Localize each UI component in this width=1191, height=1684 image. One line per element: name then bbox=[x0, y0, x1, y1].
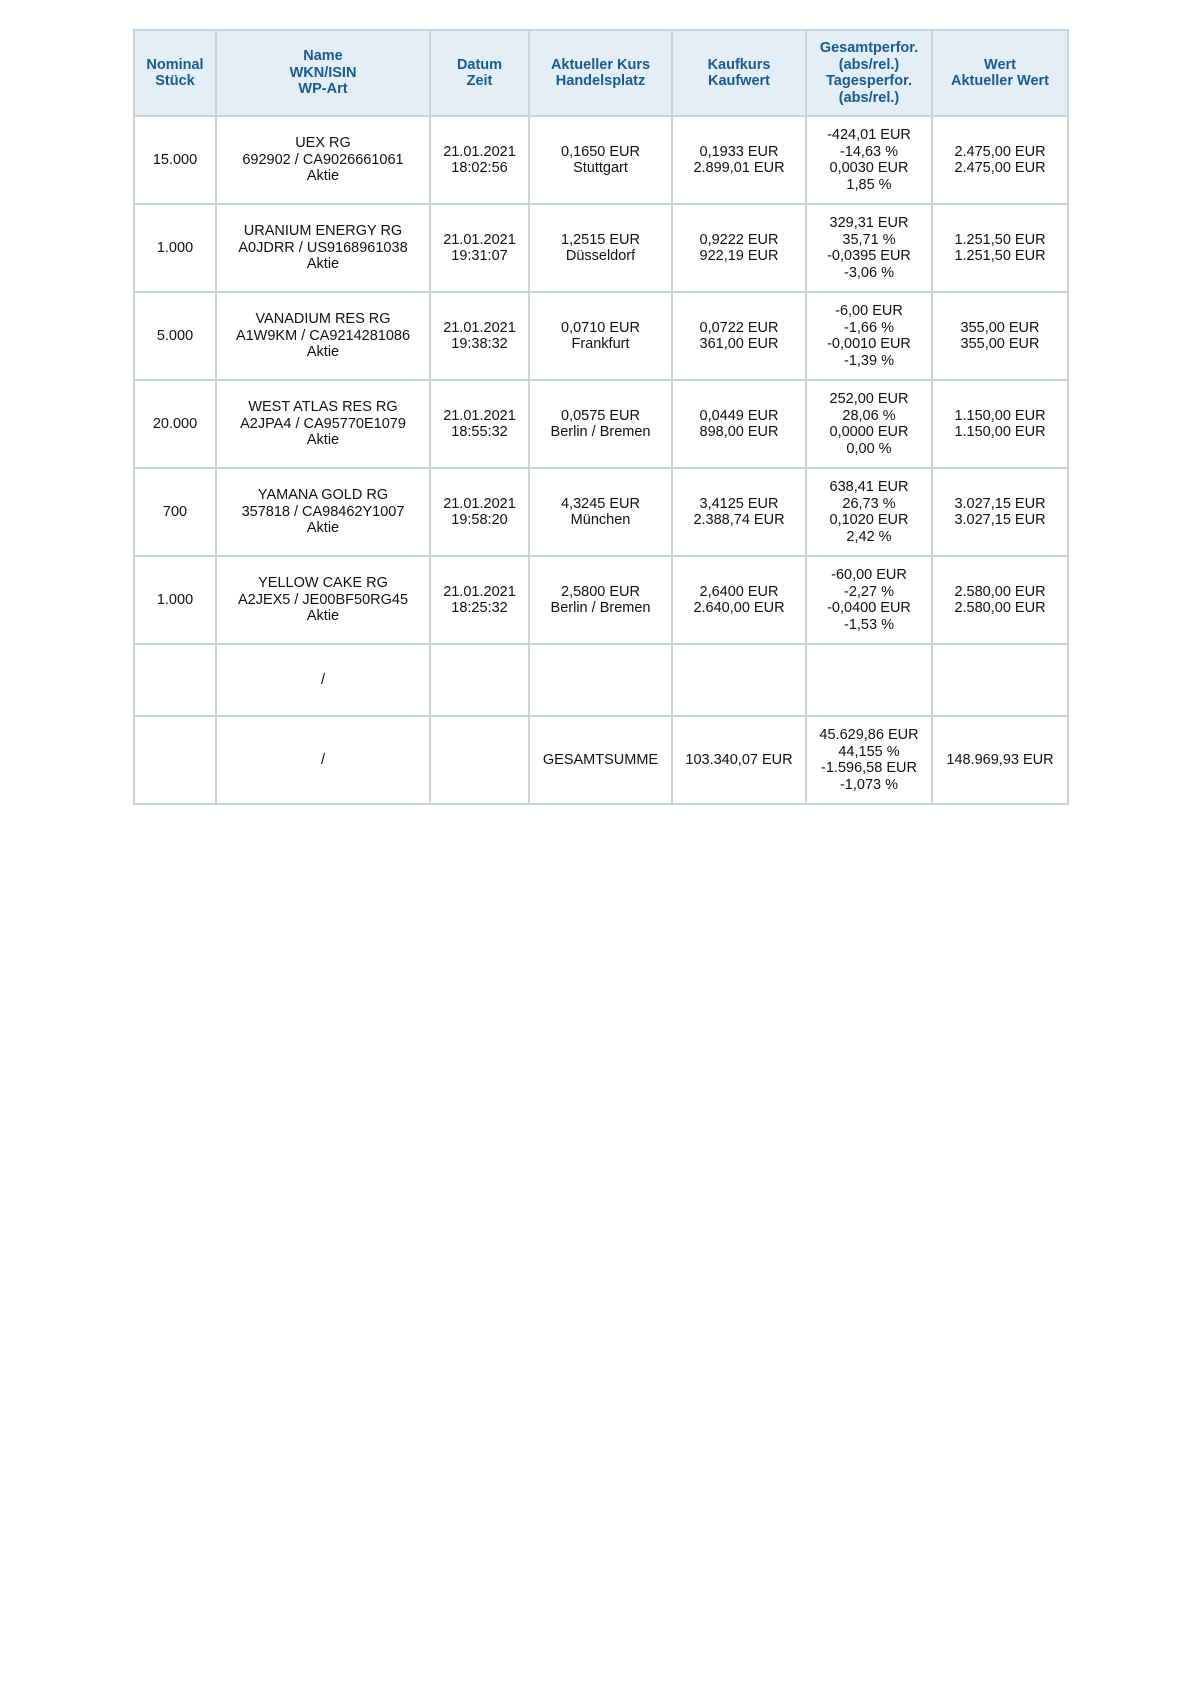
total-performance: 45.629,86 EUR 44,155 % -1.596,58 EUR -1,073 % bbox=[806, 716, 932, 804]
cell-nominal: 700 bbox=[134, 468, 216, 556]
cell-wert: 3.027,15 EUR 3.027,15 EUR bbox=[932, 468, 1068, 556]
cell-kurs: 0,0575 EUR Berlin / Bremen bbox=[529, 380, 672, 468]
header-row bbox=[134, 30, 1068, 116]
cell-performance: 329,31 EUR 35,71 % -0,0395 EUR -3,06 % bbox=[806, 204, 932, 292]
cell-kauf: 0,0722 EUR 361,00 EUR bbox=[672, 292, 806, 380]
cell-wert: 2.475,00 EUR 2.475,00 EUR bbox=[932, 116, 1068, 204]
cell-datum bbox=[430, 644, 529, 716]
cell-name: UEX RG 692902 / CA9026661061 Aktie bbox=[216, 116, 430, 204]
cell-performance bbox=[806, 644, 932, 716]
cell-nominal bbox=[134, 644, 216, 716]
header-wert: Wert Aktueller Wert bbox=[932, 30, 1068, 116]
cell-wert: 355,00 EUR 355,00 EUR bbox=[932, 292, 1068, 380]
cell-name: YELLOW CAKE RG A2JEX5 / JE00BF50RG45 Aktie bbox=[216, 556, 430, 644]
table-row bbox=[134, 116, 1068, 204]
cell-nominal: 1.000 bbox=[134, 556, 216, 644]
cell-name: VANADIUM RES RG A1W9KM / CA9214281086 Aktie bbox=[216, 292, 430, 380]
cell-kurs: 0,0710 EUR Frankfurt bbox=[529, 292, 672, 380]
cell-datum: 21.01.2021 18:25:32 bbox=[430, 556, 529, 644]
cell-kurs: 0,1650 EUR Stuttgart bbox=[529, 116, 672, 204]
cell-kurs: 2,5800 EUR Berlin / Bremen bbox=[529, 556, 672, 644]
table-row bbox=[134, 556, 1068, 644]
cell-performance: -60,00 EUR -2,27 % -0,0400 EUR -1,53 % bbox=[806, 556, 932, 644]
cell-kauf: 2,6400 EUR 2.640,00 EUR bbox=[672, 556, 806, 644]
cell-nominal bbox=[134, 716, 216, 804]
cell-datum: 21.01.2021 18:02:56 bbox=[430, 116, 529, 204]
table-row bbox=[134, 468, 1068, 556]
header-performance: Gesamtperfor. (abs/rel.) Tagesperfor. (abs/rel.) bbox=[806, 30, 932, 116]
header-name: Name WKN/ISIN WP-Art bbox=[216, 30, 430, 116]
cell-name: YAMANA GOLD RG 357818 / CA98462Y1007 Aktie bbox=[216, 468, 430, 556]
total-kaufwert: 103.340,07 EUR bbox=[672, 716, 806, 804]
cell-datum: 21.01.2021 19:31:07 bbox=[430, 204, 529, 292]
table-row bbox=[134, 204, 1068, 292]
cell-performance: -6,00 EUR -1,66 % -0,0010 EUR -1,39 % bbox=[806, 292, 932, 380]
header-kurs: Aktueller Kurs Handelsplatz bbox=[529, 30, 672, 116]
cell-performance: -424,01 EUR -14,63 % 0,0030 EUR 1,85 % bbox=[806, 116, 932, 204]
cell-kauf bbox=[672, 644, 806, 716]
header-kaufkurs: Kaufkurs Kaufwert bbox=[672, 30, 806, 116]
cell-kauf: 3,4125 EUR 2.388,74 EUR bbox=[672, 468, 806, 556]
total-label: GESAMTSUMME bbox=[529, 716, 672, 804]
blank-row bbox=[134, 644, 1068, 716]
cell-datum: 21.01.2021 19:58:20 bbox=[430, 468, 529, 556]
portfolio-table bbox=[133, 29, 1069, 805]
cell-datum: 21.01.2021 18:55:32 bbox=[430, 380, 529, 468]
cell-nominal: 5.000 bbox=[134, 292, 216, 380]
table-row bbox=[134, 292, 1068, 380]
cell-name: URANIUM ENERGY RG A0JDRR / US9168961038 Aktie bbox=[216, 204, 430, 292]
cell-name: / bbox=[216, 644, 430, 716]
cell-kurs: 1,2515 EUR Düsseldorf bbox=[529, 204, 672, 292]
cell-performance: 252,00 EUR 28,06 % 0,0000 EUR 0,00 % bbox=[806, 380, 932, 468]
cell-name: WEST ATLAS RES RG A2JPA4 / CA95770E1079 Aktie bbox=[216, 380, 430, 468]
cell-kauf: 0,1933 EUR 2.899,01 EUR bbox=[672, 116, 806, 204]
cell-kauf: 0,0449 EUR 898,00 EUR bbox=[672, 380, 806, 468]
table-header bbox=[134, 30, 1068, 116]
header-nominal: Nominal Stück bbox=[134, 30, 216, 116]
total-wert: 148.969,93 EUR bbox=[932, 716, 1068, 804]
total-row bbox=[134, 716, 1068, 804]
table-row bbox=[134, 380, 1068, 468]
cell-kauf: 0,9222 EUR 922,19 EUR bbox=[672, 204, 806, 292]
cell-wert: 1.150,00 EUR 1.150,00 EUR bbox=[932, 380, 1068, 468]
cell-datum: 21.01.2021 19:38:32 bbox=[430, 292, 529, 380]
cell-performance: 638,41 EUR 26,73 % 0,1020 EUR 2,42 % bbox=[806, 468, 932, 556]
cell-nominal: 15.000 bbox=[134, 116, 216, 204]
table-body bbox=[134, 116, 1068, 804]
cell-kurs: 4,3245 EUR München bbox=[529, 468, 672, 556]
cell-wert: 1.251,50 EUR 1.251,50 EUR bbox=[932, 204, 1068, 292]
cell-nominal: 20.000 bbox=[134, 380, 216, 468]
cell-datum bbox=[430, 716, 529, 804]
header-datum: Datum Zeit bbox=[430, 30, 529, 116]
cell-wert: 2.580,00 EUR 2.580,00 EUR bbox=[932, 556, 1068, 644]
cell-wert bbox=[932, 644, 1068, 716]
cell-name: / bbox=[216, 716, 430, 804]
cell-kurs bbox=[529, 644, 672, 716]
cell-nominal: 1.000 bbox=[134, 204, 216, 292]
